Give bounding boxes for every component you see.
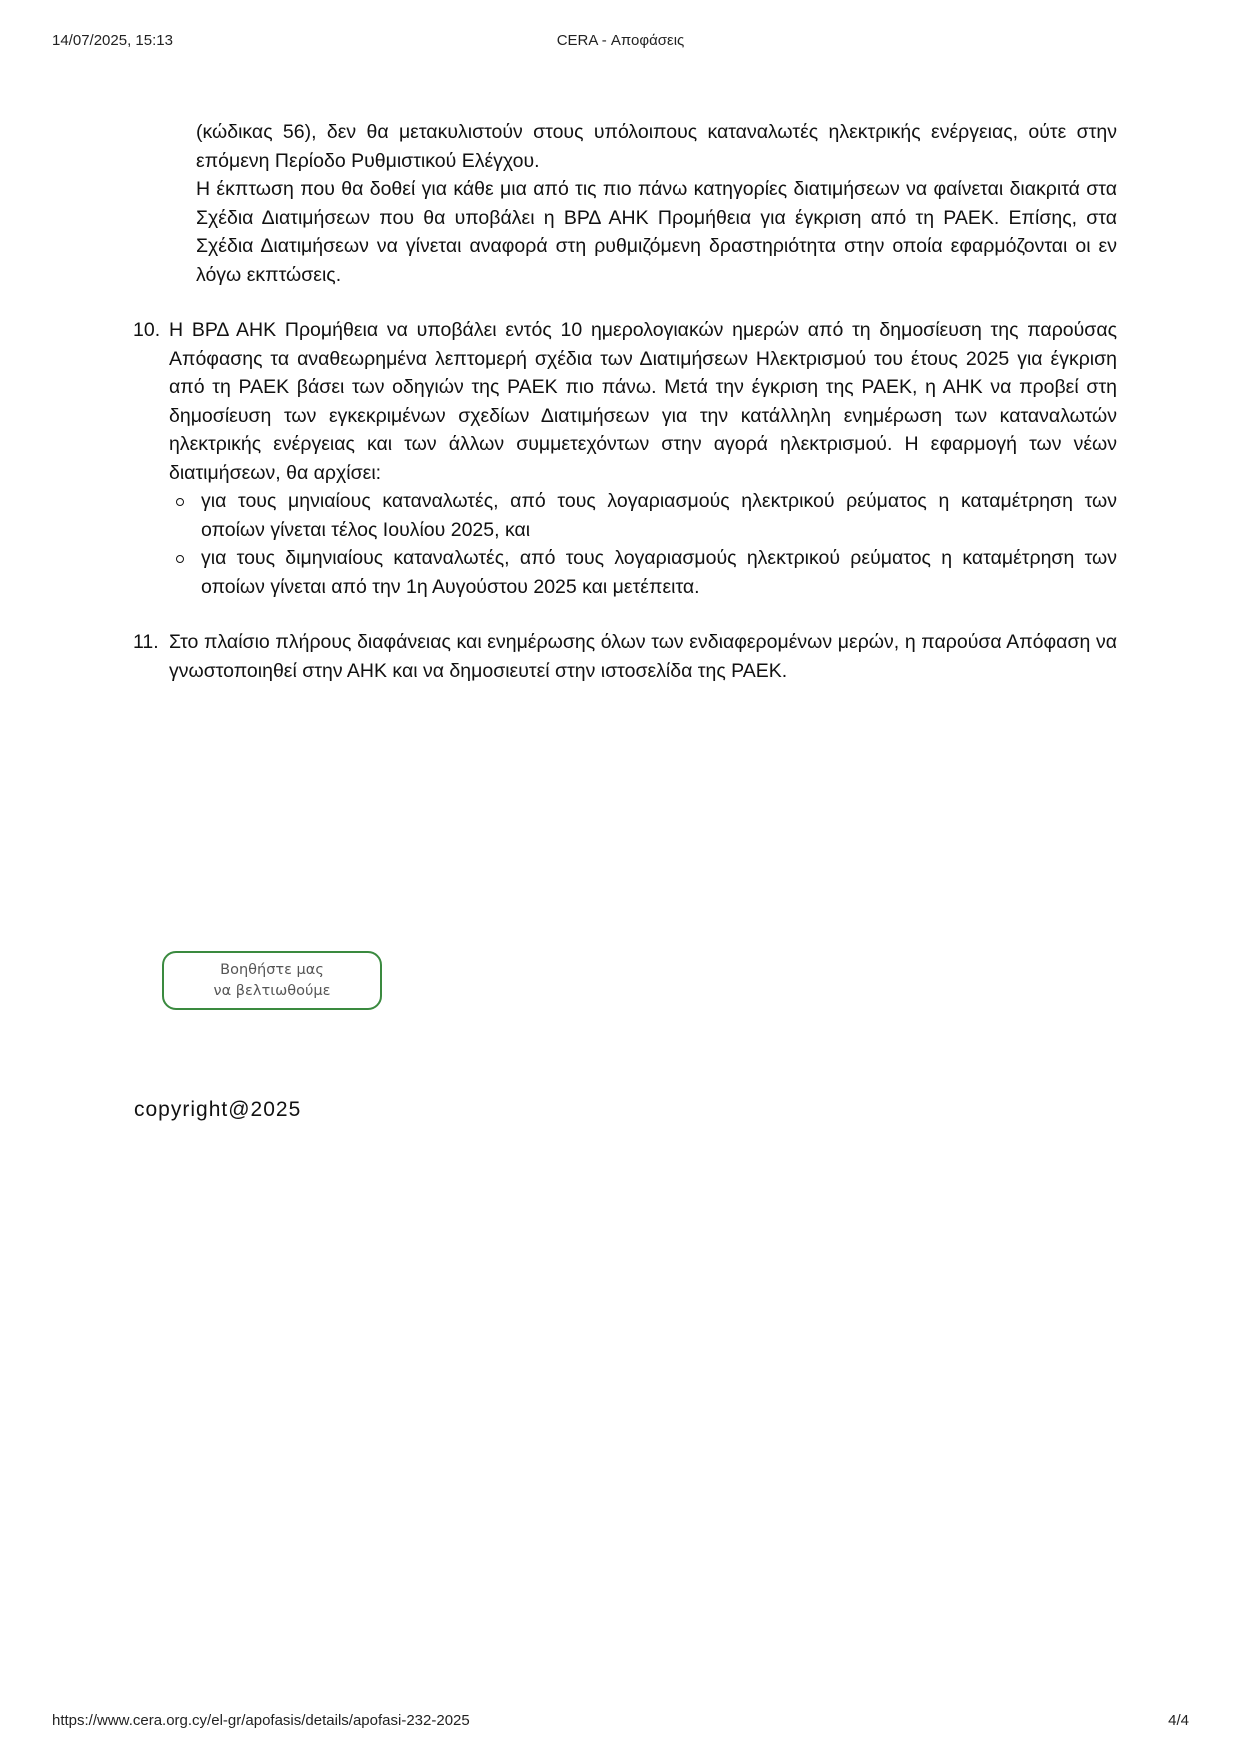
list-item	[133, 316, 1117, 601]
list-item	[133, 628, 1117, 685]
copyright-text: copyright@2025	[134, 1098, 302, 1121]
item-text: Η ΒΡΔ ΑΗΚ Προμήθεια να υποβάλει εντός 10 ημερολογιακών ημερών από τη δημοσίευση της παρούσας Απόφασης τα αναθεωρημένα λεπτομερή σχέδια των Διατιμήσεων Ηλεκτρισμού του έτους 2025 για έγκριση από τη ΡΑΕΚ βάσει των οδηγιών της ΡΑΕΚ πιο πάνω. Μετά την έγκριση της ΡΑΕΚ, η ΑΗΚ να προβεί στη δημοσίευση των εγκεκριμένων σχεδίων Διατιμήσεων για την κατάλληλη ενημέρωση των καταναλωτών ηλεκτρικής ενέργειας και των άλλων συμμετεχόντων στην αγορά ηλεκτρισμού. Η εφαρμογή των νέων διατιμήσεων, θα αρχίσει:	[169, 319, 1117, 484]
decision-content	[133, 118, 1117, 685]
paragraph: (κώδικας 56), δεν θα μετακυλιστούν στους υπόλοιπους καταναλωτές ηλεκτρικής ενέργειας, ούτε στην επόμενη Περίοδο Ρυθμιστικού Ελέγχου.	[196, 121, 1117, 172]
sub-list-item: για τους μηνιαίους καταναλωτές, από τους λογαριασμούς ηλεκτρικού ρεύματος η καταμέτρηση των οποίων γίνεται τέλος Ιουλίου 2025, και	[201, 487, 1117, 544]
item-number: 10.	[133, 319, 161, 341]
print-url: https://www.cera.org.cy/el-gr/apofasis/details/apofasi-232-2025	[52, 1712, 470, 1729]
sub-list-item: για τους διμηνιαίους καταναλωτές, από τους λογαριασμούς ηλεκτρικού ρεύματος η καταμέτρηση των οποίων γίνεται από την 1η Αυγούστου 2025 και μετέπειτα.	[201, 544, 1117, 601]
item-text: Στο πλαίσιο πλήρους διαφάνειας και ενημέρωσης όλων των ενδιαφερομένων μερών, η παρούσα Απόφαση να γνωστοποιηθεί στην ΑΗΚ και να δημοσιευτεί στην ιστοσελίδα της ΡΑΕΚ.	[169, 631, 1117, 682]
feedback-button-label-line1: Βοηθήστε μας	[220, 961, 324, 978]
page-number: 4/4	[1168, 1712, 1189, 1729]
print-page-title: CERA - Αποφάσεις	[556, 32, 685, 49]
item-number: 11.	[133, 631, 159, 653]
feedback-button-label-line2: να βελτιωθούμε	[213, 982, 331, 999]
print-datetime: 14/07/2025, 15:13	[52, 32, 173, 49]
sub-list	[169, 487, 1117, 601]
paragraph: Η έκπτωση που θα δοθεί για κάθε μια από τις πιο πάνω κατηγορίες διατιμήσεων να φαίνεται διακριτά στα Σχέδια Διατιμήσεων που θα υποβάλει η ΒΡΔ ΑΗΚ Προμήθεια για έγκριση από τη ΡΑΕΚ. Επίσης, στα Σχέδια Διατιμήσεων να γίνεται αναφορά στη ρυθμιζόμενη δραστηριότητα στην οποία εφαρμόζονται οι εν λόγω εκπτώσεις.	[196, 178, 1117, 286]
feedback-button[interactable]	[162, 951, 382, 1010]
continued-item-text	[133, 118, 1117, 289]
